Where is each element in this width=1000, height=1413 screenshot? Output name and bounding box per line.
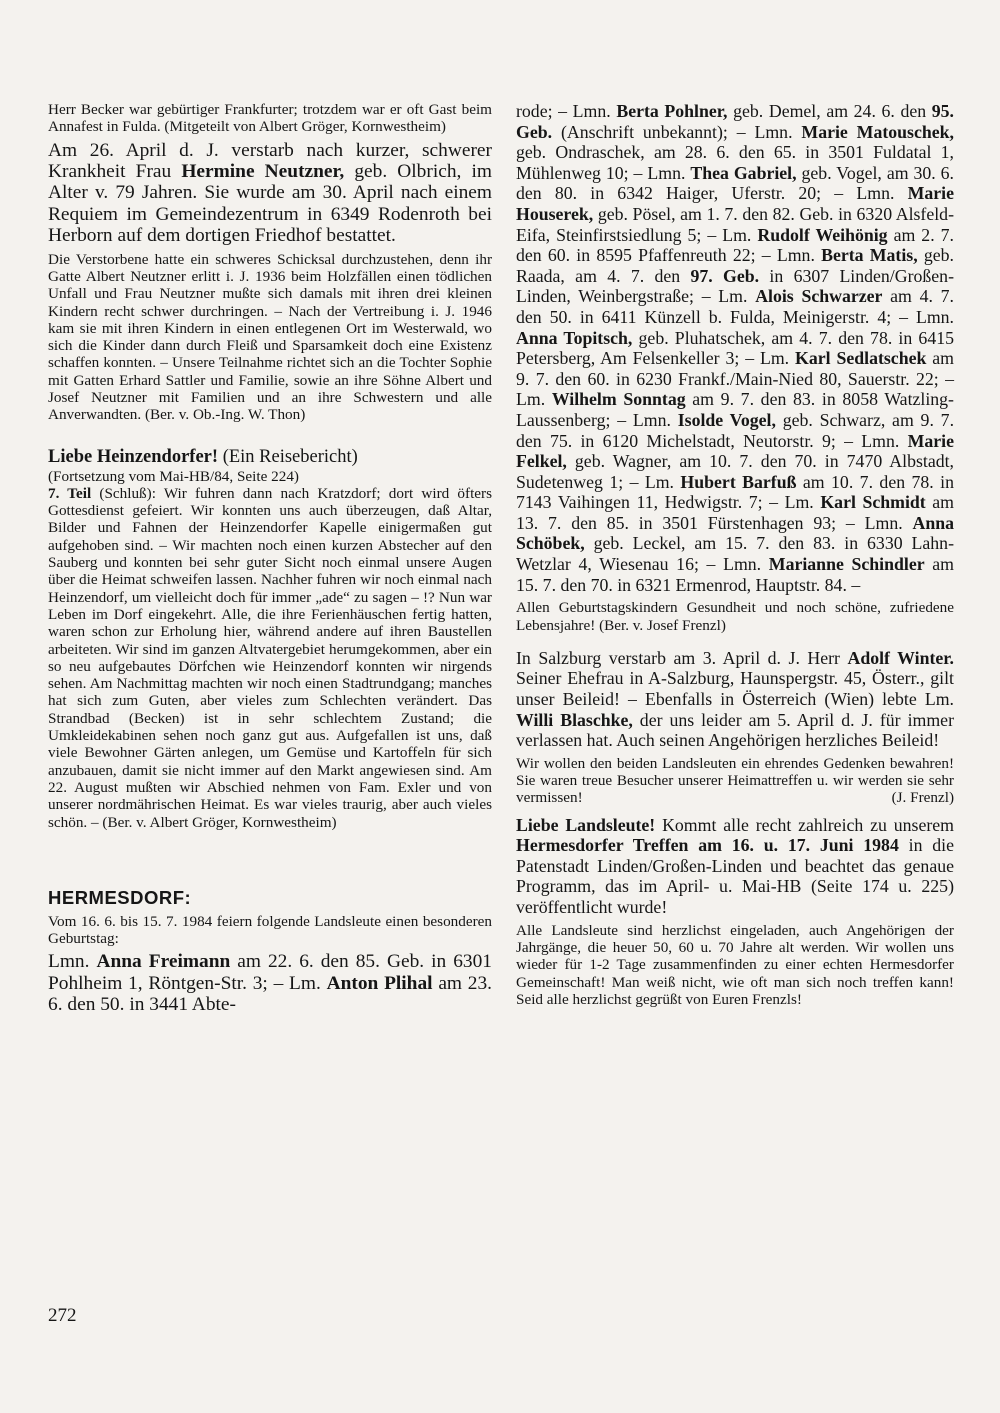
memorial-signature: (J. Frenzl) bbox=[891, 789, 954, 807]
article-subtitle: (Fortsetzung vom Mai-HB/84, Seite 224) bbox=[48, 467, 299, 485]
birthday-wishes: Allen Geburtstagskindern Gesundheit und noch schöne, zufriedene Lebensjahre! (Ber. v. Josef Frenzl) bbox=[516, 599, 954, 634]
left-column bbox=[48, 101, 492, 1020]
meeting-invitation: Liebe Landsleute! Kommt alle recht zahlreich zu unserem Hermesdorfer Treffen am 16. u. 17. Juni 1984 in die Patenstadt Linden/Großen-Linden und beachtet das genaue Programm, das im April- u. Mai-HB (Seite 174 u. 225) veröffentlicht wurde! bbox=[516, 814, 954, 918]
birthday-intro: Vom 16. 6. bis 15. 7. 1984 feiern folgende Landsleute einen besonderen Geburtstag: bbox=[48, 912, 492, 948]
birthday-list-continued: rode; – Lmn. Berta Pohlner, geb. Demel, am 24. 6. den 95. Geb. (Anschrift unbekannt); – Lmn. Marie Matouschek, geb. Ondraschek, am 28. 6. den 65. in 3501 Fuldatal 1, Mühlenweg 10; – Lmn. Thea Gabriel, geb. Vogel, am 30. 6. den 80. in 6342 Haiger, Uferstr. 20; – Lmn. Marie Houserek, geb. Pösel, am 1. 7. den 82. Geb. in 6320 Alsfeld-Eifa, Steinfirstsiedlung 5; – Lm. Rudolf Weihönig am 2. 7. den 60. in 8595 Pfaffenreuth 22; – Lmn. Berta Matis, geb. Raada, am 4. 7. den 97. Geb. in 6307 Linden/Großen-Linden, Weinbergstraße; – Lm. Alois Schwarzer am 4. 7. den 50. in 6411 Künzell b. Fulda, Meinigerstr. 4; – Lmn. Anna Topitsch, geb. Pluhatschek, am 4. 7. den 78. in 6415 Petersberg, Am Felsenkeller 3; – Lm. Karl Sedlatschek am 9. 7. den 60. in 6230 Frankf./Main-Nied 80, Sauerstr. 22; – Lm. Wilhelm Sonntag am 9. 7. den 83. in 8058 Watzling-Laussenberg; – Lmn. Isolde Vogel, geb. Schwarz, am 9. 7. den 75. in 6120 Michelstadt, Neutorstr. 9; – Lmn. Marie Felkel, geb. Wagner, am 10. 7. den 70. in 7470 Albstadt, Sudetenweg 1; – Lm. Hubert Barfuß am 10. 7. den 78. in 7143 Vaihingen 11, Hedwigstr. 7; – Lm. Karl Schmidt am 13. 7. den 85. in 3501 Fürstenhagen 93; – Lmn. Anna Schöbek, geb. Leckel, am 15. 7. den 83. in 6330 Lahn-Wetzlar 4, Wiesenau 16; – Lmn. Marianne Schindler am 15. 7. den 70. in 6321 Ermenrod, Hauptstr. 84. – bbox=[516, 101, 955, 595]
birthday-list-start: Lmn. Anna Freimann am 22. 6. den 85. Geb. in 6301 Pohlheim 1, Röntgen-Str. 3; – Lm. Anton Plihal am 23. 6. den 50. in 3441 Abte- bbox=[48, 951, 493, 1016]
obituary-neutzner: Am 26. April d. J. verstarb nach kurzer, schwerer Krankheit Frau Hermine Neutzner, geb. Olbrich, im Alter v. 79 Jahren. Sie wurde am 30. April nach einem Requiem im Gemeindezentrum in 6349 Rodenroth bei Herborn auf dem dortigen Friedhof bestattet. bbox=[48, 139, 492, 247]
name-bold: Hermine Neutzner, bbox=[181, 161, 345, 182]
section-heading: HERMESDORF: bbox=[48, 886, 192, 908]
obituary-details: Die Verstorbene hatte ein schweres Schicksal durchzustehen, denn ihr Gatte Albert Neutzner erlitt i. J. 1936 beim Holzfällen einen tödlichen Unfall und Frau Neutzner mußte sich damals mit ihren drei kleinen Kindern recht schwer durchringen. – Nach der Vertreibung i. J. 1946 kam sie mit ihren Kindern in einen entlegenen Ort im Westerwald, wo sich die Kinder dann durch Fleiß und Sparsamkeit doch eine Existenz schaffen konnten. – Unsere Teilnahme richtet sich an die Tochter Sophie mit Gatten Erhard Sattler und Familie, sowie an ihre Söhne Albert und Josef Neutzner mit Familien und an ihre Schwestern und alle Anverwandten. (Ber. v. Ob.-Ing. W. Thon) bbox=[48, 250, 492, 424]
becker-note: Herr Becker war gebürtiger Frankfurter; trotzdem war er oft Gast beim Annafest in Fulda. (Mitgeteilt von Albert Gröger, Kornwestheim) bbox=[48, 101, 492, 136]
page-number: 272 bbox=[48, 1305, 77, 1326]
memorial-note: Wir wollen den beiden Landsleuten ein ehrendes Gedenken bewahren! Sie waren treue Besucher unserer Heimattreffen u. wir werden sie sehr vermissen! bbox=[516, 754, 954, 807]
meeting-closing: Alle Landsleute sind herzlichst eingeladen, auch Angehörigen der Jahrgänge, die heuer 50, 60 u. 70 Jahre alt werden. Wir wollen uns wieder für 1-2 Tage zusammenfinden zu einer echten Hermesdorfer Gemeinschaft! Man weiß nicht, wie oft man sich noch treffen kann! Seid alle herzlichst gegrüßt von Euren Frenzls! bbox=[516, 921, 954, 1008]
article-body: 7. Teil (Schluß): Wir fuhren dann nach Kratzdorf; dort wird öfters Gottesdienst gefeiert. Wir konnten uns auch überzeugen, daß Altar, Bilder und Fahnen der Heinzendorfer Kapelle einigermaßen gut aufgehoben sind. – Wir machten noch einen kurzen Abstecher auf den Sauberg und konnten bei sehr guter Sicht noch einmal unsere Augen über die Heimat schweifen lassen. Nachher fuhren wir noch einmal nach Heinzendorf, um vielleicht doch für immer „ade“ zu sagen – !? Nun war Leben im Dorf eingekehrt. Alle, die ihre Ferienhäuschen fertig hatten, waren schon zur Erholung hier, während andere auf ihren Baustellen arbeiteten. Wir sind im ganzen Altvatergebiet herumgekommen, aber ein so neu aufgebautes Dörfchen wie Heinzendorf konnten wir nirgends sehen. Am Nachmittag machten wir noch einen Stadtrundgang; manches hat sich zum Guten, aber vieles zum Schlechten verändert. Das Strandbad (Becken) ist in sehr schlechtem Zustand; die Umkleidekabinen sehen noch ganz gut aus. Aufgefallen ist uns, daß viele Bewohner Gärten anlegen, um Gemüse und Kartoffeln für sich anzubauen, damit sie nicht immer auf den Markt angewiesen sind. Am 22. August mußten wir Abschied nehmen von Fam. Exler und von unserer nordmährischen Heimat. Es war vieles traurig, aber auch vieles schön. – (Ber. v. Albert Gröger, Kornwestheim) bbox=[48, 484, 493, 831]
article-title: Liebe Heinzendorfer! (Ein Reisebericht) bbox=[48, 446, 358, 467]
austria-obituaries: In Salzburg verstarb am 3. April d. J. Herr Adolf Winter. Seiner Ehefrau in A-Salzburg, Haunspergstr. 45, Österr., gilt unser Beileid! – Ebenfalls in Österreich (Wien) lebte Lm. Willi Blaschke, der uns leider am 5. April d. J. für immer verlassen hat. Auch seinen Angehörigen herzliches Beileid! bbox=[516, 647, 954, 751]
right-column bbox=[516, 101, 954, 1012]
